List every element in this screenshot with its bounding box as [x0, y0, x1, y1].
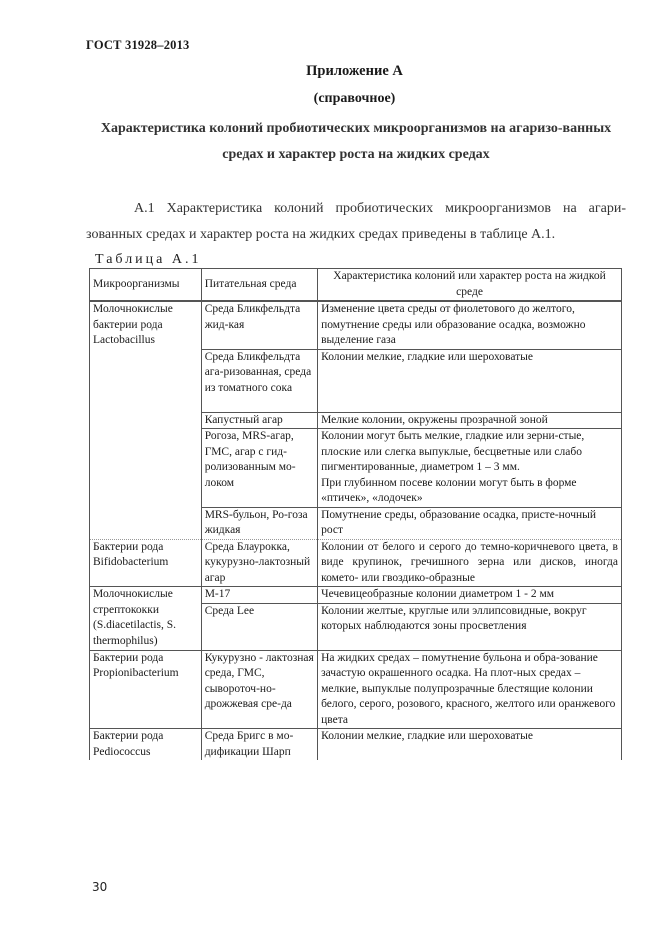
medium-cell: Среда Бликфельдта жид-кая — [201, 301, 317, 349]
description-cell: Колонии мелкие, гладкие или шероховатые — [318, 349, 622, 412]
appendix-subtitle: (справочное) — [313, 91, 396, 106]
medium-cell: Среда Бликфельдта ага-ризованная, среда из томатного сока — [201, 349, 317, 412]
table-header-row — [90, 269, 622, 302]
description-cell: Изменение цвета среды от фиолетового до желтого, помутнение среды или образование осадка, возможно выделение газа — [318, 301, 622, 349]
description-cell: Чечевицеобразные колонии диаметром 1 - 2 мм — [318, 587, 622, 604]
medium-cell: Рогоза, MRS-агар, ГМС, агар с гид-ролизованным мо-локом — [201, 429, 317, 508]
page-number: 30 — [92, 880, 108, 894]
colonies-table — [89, 268, 622, 760]
medium-cell: Среда Бригс в мо-дификации Шарп — [201, 729, 317, 761]
medium-cell: MRS-бульон, Ро-гоза жидкая — [201, 507, 317, 539]
organism-cell: Бактерии рода Pediococcus — [90, 729, 202, 761]
organism-cell: Бактерии рода Bifidobacterium — [90, 539, 202, 587]
table-row — [90, 301, 622, 349]
medium-cell: Среда Блаурокка, кукурузно-лактозный агар — [201, 539, 317, 587]
organism-cell: Молочнокислые стрептококки (S.diacetilactis, S. thermophilus) — [90, 587, 202, 651]
table-row — [90, 539, 622, 587]
header-organisms: Микроорганизмы — [90, 269, 202, 302]
standard-code: ГОСТ 31928–2013 — [86, 38, 190, 52]
header-medium: Питательная среда — [201, 269, 317, 302]
description-cell: Колонии мелкие, гладкие или шероховатые — [318, 729, 622, 761]
appendix-title: Приложение А — [306, 63, 403, 79]
organism-cell: Молочнокислые бактерии рода Lactobacillus — [90, 301, 202, 539]
intro-text: А.1 Характеристика колоний пробиотических микроорганизмов на агари-зованных средах и характер роста на жидких средах приведены в таблице А.1. — [86, 201, 626, 242]
description-cell: Помутнение среды, образование осадка, присте-ночный рост — [318, 507, 622, 539]
intro-paragraph — [86, 196, 626, 248]
description-extra-text: При глубинном посеве колонии могут быть в форме «птичек», «лодочек» — [321, 476, 577, 504]
table-row — [90, 729, 622, 761]
appendix-heading: Характеристика колоний пробиотических микроорганизмов на агаризо-ванных средах и характер роста на жидких средах — [100, 121, 612, 162]
table-row — [90, 650, 622, 729]
medium-cell: Капустный агар — [201, 412, 317, 429]
description-cell: Мелкие колонии, окружены прозрачной зоной — [318, 412, 622, 429]
description-cell: На жидких средах – помутнение бульона и обра-зование зачастую окрашенного осадка. На плот-ных средах – мелкие, выпуклые полупрозрачные блестящие колонии белого, серого, розового, красного, желтого или оранжевого цвета — [318, 650, 622, 729]
description-text: Колонии могут быть мелкие, гладкие или зерни-стые, плоские или слегка выпуклые, бесцветные или слабо пигментированные, диаметром 1 – 3 мм. — [321, 430, 585, 473]
description-cell — [318, 429, 622, 508]
medium-cell: Среда Lee — [201, 603, 317, 650]
description-cell: Колонии от белого и серого до темно-коричневого цвета, в виде крупинок, гречишного зерна или дисков, иногда комето- или гвоздико-образные — [318, 539, 622, 587]
header-description: Характеристика колоний или характер роста на жидкой среде — [318, 269, 622, 302]
table-caption: Таблица А.1 — [95, 252, 202, 267]
organism-cell: Бактерии рода Propionibacterium — [90, 650, 202, 729]
medium-cell: М-17 — [201, 587, 317, 604]
medium-cell: Кукурузно - лактозная среда, ГМС, сывороточ-но-дрожжевая сре-да — [201, 650, 317, 729]
table-row — [90, 587, 622, 604]
description-cell: Колонии желтые, круглые или эллипсовидные, вокруг которых наблюдаются зоны просветления — [318, 603, 622, 650]
